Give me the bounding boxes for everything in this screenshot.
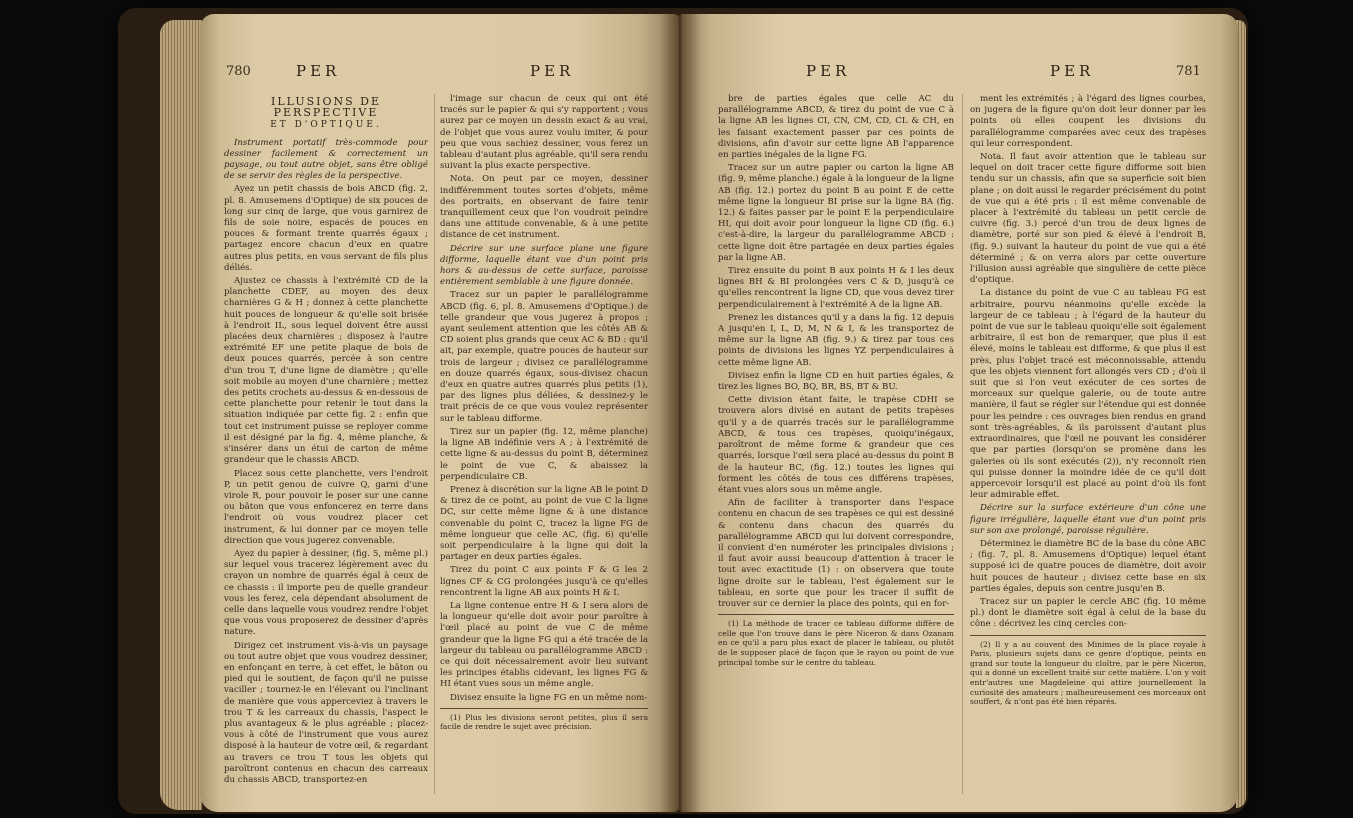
paragraph: Tirez ensuite du point B aux points H & I les deux lignes BH & BI prolongées vers C & D, jusqu'à ce qu'elles rencontrent la ligne CD, que vous devez tirer perpendiculairement à l'extrémité A de la ligne AB.: [718, 266, 954, 310]
footnote: (2) Il y a au couvent des Minimes de la place royale à Paris, plusieurs sujets dans ce genre d'optique, peints en grand sur toute la longueur du cloître, par le père Niceron, qui a donné un excellent traité sur cette matière. L'on y voit entr'autres une Magdeleine qui attire journellement la curiosité des amateurs ; malheureusement ces morceaux ont souffert, & n'ont pas été bien réparés.: [970, 639, 1206, 707]
left-page-column-1: [224, 94, 428, 799]
footnote-rule: [440, 708, 648, 709]
paragraph: La distance du point de vue C au tableau FG est arbitraire, pourvu néanmoins qu'elle excède la largeur de ce tableau ; à l'égard de la hauteur du point de vue sur le tableau quoiqu'elle soit également arbitraire, il est bon de remarquer, que plus il est élevé, moins le tableau est difforme, & que plus il est près, plus l'objet tracé est méconnoissable, attendu que les objets viennent fort allongés vers CD ; d'où il suit que si l'on veut exécuter de ces sortes de morceaux sur quelque galerie, ou de toute autre manière, il faut se régler sur l'étendue qui est donnée pour les peindre : ces ouvrages bien rendus en grand sont très-agréables, & ils paroissent d'autant plus extraordinaires, que l'œil ne pouvant les considérer que par parties (lorsqu'on se promène dans les galeries où ils sont exécutés (2)), n'y reconnoît rien qui puisse donner la moindre idée de ce qu'il doit appercevoir lorsqu'il est placé au point d'où ils font leur admirable effet.: [970, 288, 1206, 501]
paragraph: ment les extrémités ; à l'égard des lignes courbes, on jugera de la figure qu'on doit leur donner par les points où elles coupent les divisions du parallélogramme comparées avec ceux des trapèses qui leur correspondent.: [970, 94, 1206, 149]
paragraph: Prenez à discrétion sur la ligne AB le point D & tirez de ce point, au point de vue C la ligne DC, sur cette même ligne & à une distance convenable du point C, tracez la ligne FG de même longueur que celle AC, (fig. 6) qu'elle soit perpendiculaire à la ligne qui doit la partager en deux parties égales.: [440, 484, 648, 563]
paragraph: l'image sur chacun de ceux qui ont été tracés sur le papier & qui s'y rapportent ; vous aurez par ce moyen un dessin exact & au vrai, de l'objet que vous aurez voulu imiter, & pour peu que vous sachiez dessiner, vous ferez un tableau d'autant plus agréable, qu'il sera rendu suivant la plus exacte perspective.: [440, 94, 648, 172]
section-subtitle: ET D'OPTIQUE.: [270, 120, 382, 131]
paragraph: Placez sous cette planchette, vers l'endroit P, un petit genou de cuivre Q, garni d'une virole R, pour pouvoir le poser sur une canne ou bâton que vous enfoncerez en terre dans l'endroit où vous voudrez placer cet instrument, & lui donner par ce moyen telle direction que vous jugerez convenable.: [224, 468, 428, 546]
left-running-head-1: PER: [296, 62, 341, 80]
section-title: ILLUSIONS DE PERSPECTIVE: [270, 95, 382, 120]
paragraph: Prenez les distances qu'il y a dans la fig. 12 depuis A jusqu'en I, L, D, M, N & I, & les transportez de même sur la ligne AB (fig. 9.) & tirez par tous ces points de divisions les lignes YZ perpendiculaires à cette même ligne AB.: [718, 312, 954, 368]
paragraph: Afin de faciliter à transporter dans l'espace contenu en chacun de ses trapèses ce qui est dessiné & contenu dans chacun des quarrés du parallélogramme ABCD qui lui doivent correspondre, il convient d'en numéroter les principales divisions ; il faut avoir aussi beaucoup d'attention à tracer le tout avec exactitude (1) : on observera que toute ligne droite sur le tableau, l'est également sur le tableau, en sorte que pour les tracer il suffit de trouver sur ce dernier la place des points, qui en for-: [718, 498, 954, 609]
left-page-stack-edge: [160, 20, 202, 810]
paragraph: La ligne contenue entre H & I sera alors de la longueur qu'elle doit avoir pour paroître à l'œil placé au point de vue C de même grandeur que la ligne FG qui a été tracée de la largeur du tableau ou parallélogramme ABCD : ce qui doit nécessairement avoir lieu suivant les principes établis cidevant, les lignes FG & HI étant vues sous un même angle.: [440, 600, 648, 690]
footnote-rule: [970, 635, 1206, 636]
right-running-head-1: PER: [806, 62, 851, 80]
paragraph: Tracez sur un papier le cercle ABC (fig. 10 même pl.) dont le diamètre soit égal à celui de la base du cône : décrivez les cinq cercles con-: [970, 596, 1206, 630]
right-page-column-1: [718, 94, 954, 799]
paragraph: Ajustez ce chassis à l'extrémité CD de la planchette CDEF, au moyen des deux charnières G & H ; donnez à cette planchette huit pouces de longueur & qu'elle soit brisée à l'endroit IL, sous lequel doivent être aussi placées deux charnières ; disposez à l'autre extrémité EF une petite plaque de bois de deux pouces quarrés, percée à son centre d'un trou T, d'une ligne de diamètre ; qu'elle soit mobile au moyen d'une charnière ; mettez des petits crochets au-dessus & en-dessous de cette planchette pour retenir le tout dans la situation indiquée par cette fig. 2 : enfin que tout cet instrument puisse se reployer comme il est désigné par la fig. 4, même planche, & s'insérer dans un étui de carton de même grandeur que le chassis ABCD.: [224, 276, 428, 466]
paragraph: Divisez enfin la ligne CD en huit parties égales, & tirez les lignes BO, BQ, BR, BS, BT & BU.: [718, 370, 954, 393]
paragraph: Nota. On peut par ce moyen, dessiner indifféremment toutes sortes d'objets, même des portraits, en observant de faire tenir tranquillement ceux que l'on voudroit peindre dans une attitude convenable, & à une petite distance de cet instrument.: [440, 174, 648, 241]
right-page-number: 781: [1176, 64, 1201, 79]
right-page: [678, 14, 1238, 812]
paragraph: Nota. Il faut avoir attention que le tableau sur lequel on doit tracer cette figure difforme soit bien tendu sur un chassis, afin que sa superficie soit bien plane ; on doit aussi le regarder précisément du point de vue qui a été pris : il est même convenable de placer à l'extrémité du tableau un petit cercle de cuivre (fig. 3.) percé d'un trou de deux lignes de diamètre, porté sur son pied & élevé à l'endroit B, (fig. 9.) suivant la hauteur du point de vue qui a été déterminé ; & on verra alors par cette ouverture l'illusion aussi agréable que singulière de cette pièce d'optique.: [970, 152, 1206, 286]
right-column-divider: [962, 94, 963, 794]
paragraph: Ayez un petit chassis de bois ABCD (fig. 2, pl. 8. Amusemens d'Optique) de six pouces de long sur cinq de large, que vous garnirez de fils de soie noire, espacés de pouces en pouces & formant trente quarrés égaux ; partagez encore chacun d'eux en quatre autres plus petits, en vous servant de fils plus déliés.: [224, 184, 428, 273]
left-column-divider: [434, 94, 435, 794]
paragraph: Déterminez le diamètre BC de la base du cône ABC ; (fig. 7, pl. 8. Amusemens d'Optique) lequel étant supposé ici de quatre pouces de diamètre, doit avoir huit pouces de hauteur ; divisez cette base en six parties égales, depuis son centre jusqu'en B.: [970, 538, 1206, 594]
right-page-column-2: [970, 94, 1206, 799]
paragraph: Tracez sur un autre papier ou carton la ligne AB (fig. 9, même planche.) égale à la longueur de la ligne AB (fig. 12.) portez du point B au point E de cette même ligne la longueur BI prise sur la ligne BA (fig. 12.) & faites passer par le point E la perpendiculaire HI, qui doit avoir pour longueur la ligne CD (fig. 6.) c'est-à-dire, la largeur du parallélogramme ABCD : cette ligne doit être partagée en deux parties égales par la ligne AB.: [718, 163, 954, 263]
paragraph: Instrument portatif très-commode pour dessiner facilement & correctement un paysage, ou tout autre objet, sans être obligé de se servir des règles de la perspective.: [224, 137, 428, 182]
paragraph: Tracez sur un papier le parallélogramme ABCD (fig. 6, pl. 8. Amusemens d'Optique.) de telle grandeur que vous jugerez à propos ; ayant seulement attention que les côtés AB & CD soient plus grands que ceux AC & BD : qu'il ait, par exemple, quatre pouces de hauteur sur trois de largeur ; divisez ce parallélogramme en douze quarrés égaux, sous-divisez chacun d'eux en quatre autres quarrés plus petits (1), par des lignes plus déliées, & dessinez-y le trait précis de ce que vous voulez représenter sur le tableau difforme.: [440, 290, 648, 424]
footnote: (1) La méthode de tracer ce tableau difforme diffère de celle que l'on trouve dans le père Niceron & dans Ozanam en ce qu'il a paru plus exact de placer le tableau, ou plutôt de le supposer placé de façon que le rayon ou point de vue principal tombe sur le centre du tableau.: [718, 619, 954, 667]
left-page-column-2: [440, 94, 648, 799]
right-running-head-2: PER: [1050, 62, 1095, 80]
paragraph: Ayez du papier à dessiner, (fig. 5, même pl.) sur lequel vous tracerez légèrement avec du crayon un nombre de quarrés égal à ceux de ce chassis : il importe peu de quelle grandeur vous les ferez, cela dépendant absolument de celle dans laquelle vous voudrez rendre l'objet que vous vous proposerez de dessiner d'après nature.: [224, 548, 428, 638]
paragraph: Cette division étant faite, le trapèse CDHI se trouvera alors divisé en autant de petits trapèses qu'il y a de quarrés tracés sur le parallélogramme ABCD, & tous ces trapèses, quoiqu'inégaux, paroîtront de même forme & grandeur que ces quarrés, lorsque l'œil sera placé au-dessus du point B de la hauteur BC, (fig. 12.) toutes les lignes qui forment les côtés de tous ces différens trapèses, étant vues alors sous un même angle.: [718, 395, 954, 495]
heading-italic: Décrire sur une surface plane une figure difforme, laquelle étant vue d'un point pris hors & au-dessus de cette surface, paroisse entièrement semblable à une figure donnée.: [440, 243, 648, 288]
paragraph: Divisez ensuite la ligne FG en un même nom-: [450, 692, 648, 703]
left-page: [200, 14, 678, 812]
paragraph: Dirigez cet instrument vis-à-vis un paysage ou tout autre objet que vous voudrez dessiner, en enfonçant en terre, à cet effet, le bâton ou pied qui le soutient, de façon qu'il ne puisse vaciller ; tournez-le en l'élevant ou l'inclinant de manière que vous apperceviez à travers le trou T & les carreaux du chassis, l'aspect le plus avantageux & le plus agréable ; placez-vous à côté de l'instrument que vous aurez disposé à la hauteur de votre œil, & regardant au travers ce trou T tous les objets qui paroîtront contenus en chacun des carreaux du chassis ABCD, transportez-en: [224, 640, 428, 785]
heading-italic: Décrire sur la surface extérieure d'un cône une figure irrégulière, laquelle étant vue d'un point pris sur son axe prolongé, paroisse régulière.: [970, 503, 1206, 536]
footnote-rule: [718, 614, 954, 615]
left-page-number: 780: [226, 64, 251, 79]
left-running-head-2: PER: [530, 62, 575, 80]
paragraph: Tirez du point C aux points F & G les 2 lignes CF & CG prolongées jusqu'à ce qu'elles rencontrent la ligne AB aux points H & I.: [440, 565, 648, 598]
paragraph: Tirez sur un papier (fig. 12, même planche) la ligne AB indéfinie vers A ; à l'extrémité de cette ligne & au-dessus du point B, déterminez le point de vue C, & abaissez la perpendiculaire CB.: [440, 426, 648, 482]
footnote: (1) Plus les divisions seront petites, plus il sera facile de rendre le sujet avec précision.: [440, 712, 648, 732]
paragraph: bre de parties égales que celle AC du parallélogramme ABCD, & tirez du point de vue C à la ligne AB les lignes CI, CN, CM, CD, CL & CH, en les faisant exactement passer par ces points de divisions, afin d'avoir sur cette ligne AB l'apparence en parties inégales de la ligne FG.: [718, 94, 954, 161]
